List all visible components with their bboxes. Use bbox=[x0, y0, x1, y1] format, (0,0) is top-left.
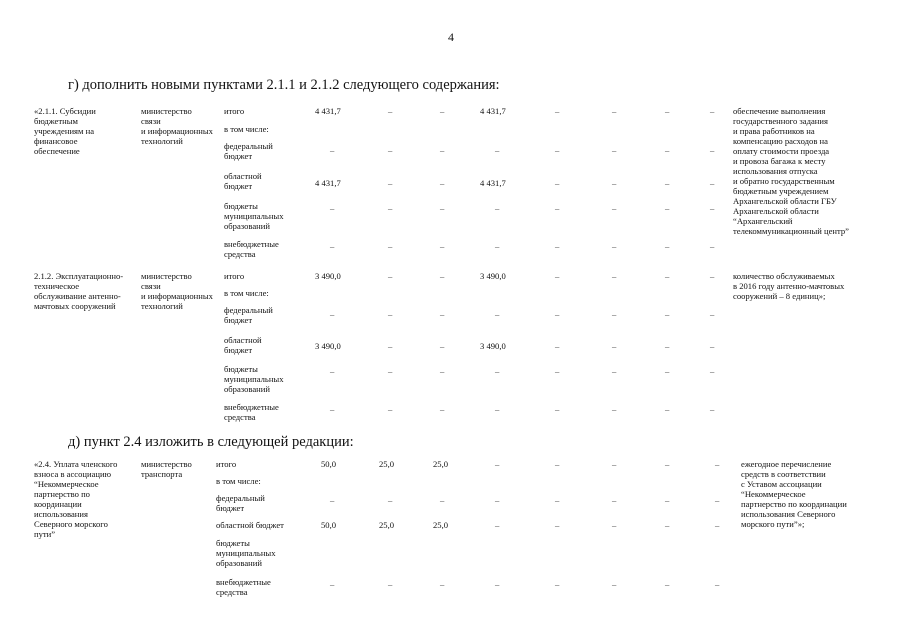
item-212-vtom-label: в том числе: bbox=[224, 288, 269, 298]
empty-cell-dash: – bbox=[710, 341, 715, 351]
empty-cell-dash: – bbox=[710, 271, 715, 281]
empty-cell-dash: – bbox=[710, 145, 715, 155]
empty-cell-dash: – bbox=[495, 309, 500, 319]
empty-cell-dash: – bbox=[665, 404, 670, 414]
item-24-result: ежегодное перечисление средств в соответствии с Уставом ассоциации “Некоммерческое партнерство по координации использования Северного морского пути”»; bbox=[741, 459, 847, 529]
empty-cell-dash: – bbox=[612, 579, 617, 589]
item-212-itogo-label: итого bbox=[224, 271, 245, 281]
empty-cell-dash: – bbox=[665, 106, 670, 116]
item-211-itogo-2015: 4 431,7 bbox=[480, 106, 506, 116]
empty-cell-dash: – bbox=[330, 404, 335, 414]
item-211-executor: министерство связи и информационных технологий bbox=[141, 106, 213, 146]
empty-cell-dash: – bbox=[495, 459, 500, 469]
item-24-oblast-label: областной бюджет bbox=[216, 520, 284, 530]
item-211-municipal-label: бюджеты муниципальных образований bbox=[224, 201, 284, 231]
empty-cell-dash: – bbox=[612, 495, 617, 505]
item-211-itogo-label: итого bbox=[224, 106, 245, 116]
empty-cell-dash: – bbox=[555, 341, 560, 351]
empty-cell-dash: – bbox=[612, 145, 617, 155]
empty-cell-dash: – bbox=[710, 203, 715, 213]
empty-cell-dash: – bbox=[330, 241, 335, 251]
item-24-vtom-label: в том числе: bbox=[216, 476, 261, 486]
empty-cell-dash: – bbox=[555, 178, 560, 188]
empty-cell-dash: – bbox=[330, 366, 335, 376]
item-212-federal-label: федеральный бюджет bbox=[224, 305, 273, 325]
empty-cell-dash: – bbox=[330, 579, 335, 589]
empty-cell-dash: – bbox=[495, 366, 500, 376]
empty-cell-dash: – bbox=[495, 145, 500, 155]
item-211-name: «2.1.1. Субсидии бюджетным учреждениям на финансовое обеспечение bbox=[34, 106, 96, 156]
item-211-oblast-label: областной бюджет bbox=[224, 171, 262, 191]
empty-cell-dash: – bbox=[495, 241, 500, 251]
empty-cell-dash: – bbox=[555, 404, 560, 414]
item-211-itogo-total: 4 431,7 bbox=[315, 106, 341, 116]
empty-cell-dash: – bbox=[555, 241, 560, 251]
item-24-itogo-label: итого bbox=[216, 459, 237, 469]
empty-cell-dash: – bbox=[388, 241, 393, 251]
empty-cell-dash: – bbox=[612, 203, 617, 213]
empty-cell-dash: – bbox=[612, 366, 617, 376]
empty-cell-dash: – bbox=[388, 341, 393, 351]
item-24-municipal-label: бюджеты муниципальных образований bbox=[216, 538, 276, 568]
empty-cell-dash: – bbox=[440, 579, 445, 589]
item-24-executor: министерство транспорта bbox=[141, 459, 192, 479]
empty-cell-dash: – bbox=[388, 495, 393, 505]
empty-cell-dash: – bbox=[440, 145, 445, 155]
empty-cell-dash: – bbox=[710, 241, 715, 251]
empty-cell-dash: – bbox=[710, 106, 715, 116]
empty-cell-dash: – bbox=[555, 495, 560, 505]
empty-cell-dash: – bbox=[440, 178, 445, 188]
empty-cell-dash: – bbox=[330, 145, 335, 155]
item-211-vtom-label: в том числе: bbox=[224, 124, 269, 134]
empty-cell-dash: – bbox=[665, 145, 670, 155]
empty-cell-dash: – bbox=[440, 341, 445, 351]
empty-cell-dash: – bbox=[665, 271, 670, 281]
empty-cell-dash: – bbox=[495, 495, 500, 505]
empty-cell-dash: – bbox=[665, 178, 670, 188]
empty-cell-dash: – bbox=[612, 404, 617, 414]
empty-cell-dash: – bbox=[440, 203, 445, 213]
empty-cell-dash: – bbox=[665, 203, 670, 213]
empty-cell-dash: – bbox=[495, 579, 500, 589]
empty-cell-dash: – bbox=[665, 579, 670, 589]
empty-cell-dash: – bbox=[715, 459, 720, 469]
empty-cell-dash: – bbox=[495, 404, 500, 414]
item-212-oblast-total: 3 490,0 bbox=[315, 341, 341, 351]
empty-cell-dash: – bbox=[440, 271, 445, 281]
heading-d: д) пункт 2.4 изложить в следующей редакции: bbox=[68, 434, 354, 450]
item-212-name: 2.1.2. Эксплуатационно- техническое обслуживание антенно- мачтовых сооружений bbox=[34, 271, 124, 311]
item-24-itogo-total: 50,0 bbox=[321, 459, 337, 469]
empty-cell-dash: – bbox=[495, 520, 500, 530]
empty-cell-dash: – bbox=[388, 203, 393, 213]
empty-cell-dash: – bbox=[440, 309, 445, 319]
empty-cell-dash: – bbox=[440, 404, 445, 414]
empty-cell-dash: – bbox=[388, 178, 393, 188]
empty-cell-dash: – bbox=[555, 579, 560, 589]
item-212-oblast-label: областной бюджет bbox=[224, 335, 262, 355]
empty-cell-dash: – bbox=[612, 309, 617, 319]
empty-cell-dash: – bbox=[665, 520, 670, 530]
empty-cell-dash: – bbox=[388, 579, 393, 589]
item-212-municipal-label: бюджеты муниципальных образований bbox=[224, 364, 284, 394]
item-212-vnebudzhet-label: внебюджетные средства bbox=[224, 402, 279, 422]
item-212-itogo-total: 3 490,0 bbox=[315, 271, 341, 281]
empty-cell-dash: – bbox=[388, 404, 393, 414]
empty-cell-dash: – bbox=[612, 271, 617, 281]
empty-cell-dash: – bbox=[715, 520, 720, 530]
item-212-itogo-2015: 3 490,0 bbox=[480, 271, 506, 281]
empty-cell-dash: – bbox=[388, 309, 393, 319]
empty-cell-dash: – bbox=[715, 495, 720, 505]
empty-cell-dash: – bbox=[612, 520, 617, 530]
item-24-federal-label: федеральный бюджет bbox=[216, 493, 265, 513]
empty-cell-dash: – bbox=[388, 366, 393, 376]
empty-cell-dash: – bbox=[440, 241, 445, 251]
empty-cell-dash: – bbox=[710, 366, 715, 376]
item-24-oblast-2015: 25,0 bbox=[433, 520, 449, 530]
empty-cell-dash: – bbox=[388, 106, 393, 116]
empty-cell-dash: – bbox=[555, 106, 560, 116]
empty-cell-dash: – bbox=[665, 341, 670, 351]
empty-cell-dash: – bbox=[440, 495, 445, 505]
item-24-itogo-2015: 25,0 bbox=[433, 459, 449, 469]
item-211-oblast-total: 4 431,7 bbox=[315, 178, 341, 188]
empty-cell-dash: – bbox=[710, 309, 715, 319]
empty-cell-dash: – bbox=[612, 241, 617, 251]
empty-cell-dash: – bbox=[665, 366, 670, 376]
empty-cell-dash: – bbox=[710, 178, 715, 188]
page-number: 4 bbox=[448, 30, 454, 44]
empty-cell-dash: – bbox=[555, 520, 560, 530]
empty-cell-dash: – bbox=[495, 203, 500, 213]
empty-cell-dash: – bbox=[612, 459, 617, 469]
item-212-result: количество обслуживаемых в 2016 году антенно-мачтовых сооружений – 8 единиц»; bbox=[733, 271, 845, 301]
empty-cell-dash: – bbox=[612, 341, 617, 351]
empty-cell-dash: – bbox=[665, 309, 670, 319]
empty-cell-dash: – bbox=[710, 404, 715, 414]
item-211-vnebudzhet-label: внебюджетные средства bbox=[224, 239, 279, 259]
item-24-vnebudzhet-label: внебюджетные средства bbox=[216, 577, 271, 597]
empty-cell-dash: – bbox=[555, 309, 560, 319]
empty-cell-dash: – bbox=[665, 241, 670, 251]
item-24-oblast-2014: 25,0 bbox=[379, 520, 395, 530]
empty-cell-dash: – bbox=[612, 178, 617, 188]
item-24-itogo-2014: 25,0 bbox=[379, 459, 395, 469]
empty-cell-dash: – bbox=[330, 495, 335, 505]
empty-cell-dash: – bbox=[555, 203, 560, 213]
empty-cell-dash: – bbox=[555, 459, 560, 469]
empty-cell-dash: – bbox=[715, 579, 720, 589]
item-211-federal-label: федеральный бюджет bbox=[224, 141, 273, 161]
empty-cell-dash: – bbox=[330, 203, 335, 213]
heading-g: г) дополнить новыми пунктами 2.1.1 и 2.1.2 следующего содержания: bbox=[68, 77, 500, 93]
empty-cell-dash: – bbox=[555, 271, 560, 281]
empty-cell-dash: – bbox=[440, 106, 445, 116]
item-212-executor: министерство связи и информационных технологий bbox=[141, 271, 213, 311]
empty-cell-dash: – bbox=[665, 459, 670, 469]
item-24-name: «2.4. Уплата членского взноса в ассоциацию “Некоммерческое партнерство по координации использования Северного морского пути” bbox=[34, 459, 118, 539]
empty-cell-dash: – bbox=[388, 271, 393, 281]
empty-cell-dash: – bbox=[665, 495, 670, 505]
empty-cell-dash: – bbox=[555, 145, 560, 155]
item-24-oblast-total: 50,0 bbox=[321, 520, 337, 530]
empty-cell-dash: – bbox=[388, 145, 393, 155]
item-212-oblast-2015: 3 490,0 bbox=[480, 341, 506, 351]
empty-cell-dash: – bbox=[555, 366, 560, 376]
item-211-oblast-2015: 4 431,7 bbox=[480, 178, 506, 188]
empty-cell-dash: – bbox=[612, 106, 617, 116]
empty-cell-dash: – bbox=[330, 309, 335, 319]
item-211-result: обеспечение выполнения государственного задания и права работников на компенсацию расходов на оплату стоимости проезда и провоза багажа к месту использования отпуска и обратно государственным бюджетным учреждением Архангельской области ГБУ Архангельской области “Архангельский телекоммуникационный центр” bbox=[733, 106, 849, 236]
empty-cell-dash: – bbox=[440, 366, 445, 376]
